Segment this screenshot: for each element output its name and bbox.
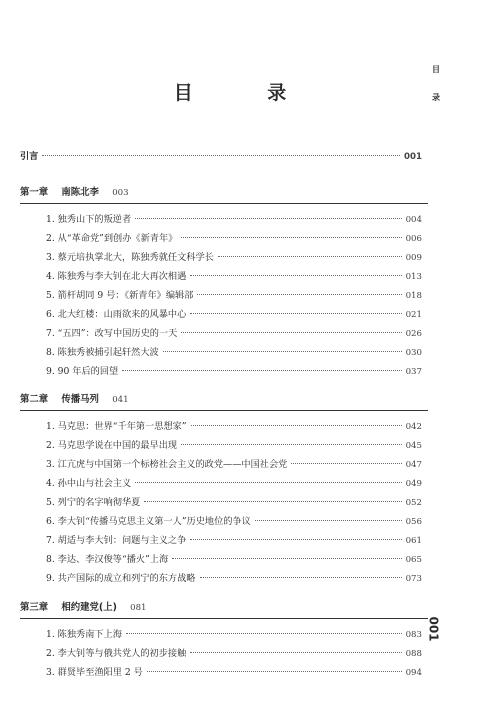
leader-dots [126,633,402,634]
entry-label: 6. 北大红楼：山雨欲来的风暴中心 [46,309,187,320]
leader-dots [197,294,401,295]
entry-label: 3. 蔡元培执掌北大，陈独秀就任文科学长 [46,252,214,263]
leader-dots [135,482,401,483]
entry-page: 088 [405,649,422,659]
toc-entry[interactable] [0,535,480,547]
entry-label: 9. 共产国际的成立和列宁的东方战略 [46,573,196,584]
leader-dots [181,237,401,238]
leader-dots [147,671,402,672]
leader-dots [191,425,402,426]
entry-label: 9. 90 年后的回望 [46,366,119,377]
leader-dots [190,652,401,653]
entry-page: 049 [405,479,422,489]
chapter-number: 第一章 [20,187,49,198]
entry-page: 030 [405,348,422,358]
toc-entry-intro[interactable] [0,151,480,163]
entry-label: 3. 群贤毕至渔阳里 2 号 [46,667,143,678]
leader-dots [144,501,401,502]
entry-label: 4. 陈独秀与李大钊在北大再次相遇 [46,271,187,282]
entry-page: 018 [405,291,422,301]
leader-dots [291,463,401,464]
entry-label: 8. 陈独秀被捕引起轩然大波 [46,347,159,358]
leader-dots [181,444,401,445]
entry-label: 4. 孙中山与社会主义 [46,478,132,489]
page-folio: 001 [426,616,441,642]
entry-label: 2. 从“革命党”到创办《新青年》 [46,233,178,244]
toc-entry[interactable] [0,421,480,433]
toc-entry[interactable] [0,271,480,283]
entry-label: 7. “五四”：改写中国历史的一天 [46,328,178,339]
leader-dots [122,370,401,371]
toc-entry[interactable] [0,478,480,490]
chapter-rule [20,410,428,411]
toc-entry[interactable] [0,459,480,471]
entry-page: 083 [405,630,422,640]
chapter-page: 081 [130,603,147,613]
toc-entry[interactable] [0,629,480,641]
chapter-number: 第三章 [20,602,49,613]
entry-label: 引言 [20,151,39,162]
entry-label: 5. 箭杆胡同 9 号：《新青年》编辑部 [46,290,194,301]
toc-entry[interactable] [0,347,480,359]
chapter-heading[interactable] [20,187,129,199]
entry-page: 065 [405,555,422,565]
entry-page: 037 [405,367,422,377]
leader-dots [190,313,401,314]
entry-page: 056 [405,517,422,527]
toc-entry[interactable] [0,290,480,302]
chapter-title: 传播马列 [61,394,99,405]
entry-label: 1. 独秀山下的叛逆者 [46,214,132,225]
toc-entry[interactable] [0,309,480,321]
entry-label: 5. 列宁的名字响彻华夏 [46,497,141,508]
toc-entry[interactable] [0,440,480,452]
toc-entry[interactable] [0,516,480,528]
leader-dots [172,558,401,559]
leader-dots [181,332,401,333]
entry-page: 047 [405,460,422,470]
entry-label: 8. 李达、李汉俊等“播火”上海 [46,554,169,565]
chapter-heading[interactable] [20,394,129,406]
leader-dots [190,275,401,276]
entry-page: 009 [405,253,422,263]
entry-page: 045 [405,441,422,451]
entry-page: 052 [405,498,422,508]
chapter-page: 003 [112,188,129,198]
entry-label: 1. 陈独秀南下上海 [46,629,122,640]
leader-dots [218,256,402,257]
toc-entry[interactable] [0,328,480,340]
toc-entry[interactable] [0,497,480,509]
entry-page: 021 [405,310,422,320]
entry-page: 006 [405,234,422,244]
entry-page: 004 [405,215,422,225]
chapter-page: 041 [112,395,129,405]
toc-entry[interactable] [0,554,480,566]
page-title: 目 录 [173,82,321,104]
toc-entry[interactable] [0,648,480,660]
entry-label: 6. 李大钊“传播马克思主义第一人”历史地位的争议 [46,516,251,527]
entry-label: 2. 李大钊等与俄共党人的初步接触 [46,648,187,659]
running-head-char: 录 [432,93,440,102]
chapter-title: 相约建党(上) [61,602,117,613]
toc-entry[interactable] [0,573,480,585]
chapter-number: 第二章 [20,394,49,405]
entry-label: 1. 马克思：世界“千年第一思想家” [46,421,187,432]
leader-dots [42,155,400,156]
leader-dots [135,218,401,219]
leader-dots [255,520,402,521]
entry-page: 001 [404,152,422,162]
chapter-rule [20,203,428,204]
chapter-heading[interactable] [20,602,147,614]
leader-dots [200,577,402,578]
toc-entry[interactable] [0,366,480,378]
entry-label: 2. 马克思学说在中国的最早出现 [46,440,178,451]
running-head-char: 目 [432,65,440,74]
entry-page: 013 [405,272,422,282]
entry-page: 073 [405,574,422,584]
entry-label: 3. 江亢虎与中国第一个标榜社会主义的政党——中国社会党 [46,459,288,470]
leader-dots [190,539,401,540]
entry-page: 094 [405,668,422,678]
entry-page: 026 [405,329,422,339]
chapter-title: 南陈北李 [61,187,99,198]
chapter-rule [20,618,428,619]
toc-entry[interactable] [0,233,480,245]
toc-entry[interactable] [0,252,480,264]
leader-dots [163,351,402,352]
toc-entry[interactable] [0,667,480,679]
entry-page: 042 [405,422,422,432]
entry-page: 061 [405,536,422,546]
entry-label: 7. 胡适与李大钊：问题与主义之争 [46,535,187,546]
toc-entry[interactable] [0,214,480,226]
